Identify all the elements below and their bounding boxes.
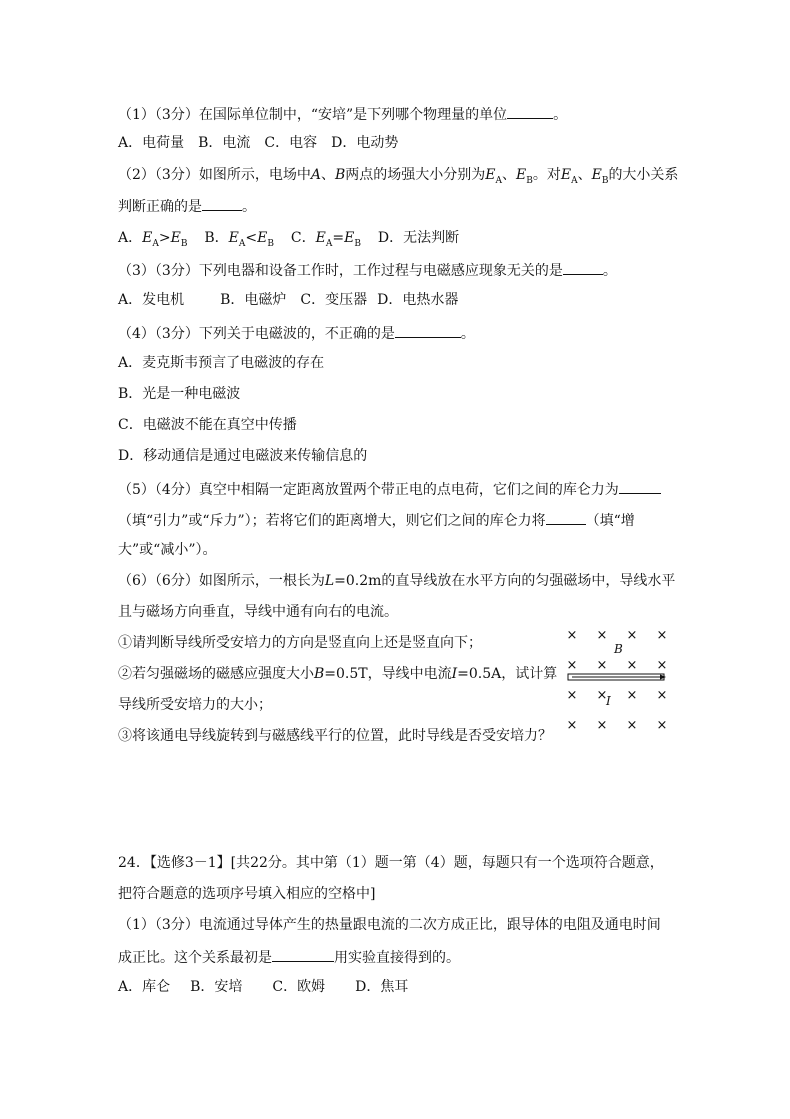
- q24-header-line2: 把符合题意的选项序号填入相应的空格中]: [118, 886, 376, 902]
- q3-answer-blank: [563, 260, 603, 275]
- q6-sub2-c: =0.5A，试计算: [457, 666, 558, 682]
- q2-opt-a-op: >: [158, 230, 171, 246]
- field-cross: ×: [566, 718, 578, 733]
- q5-stem: （5）（4分）真空中相隔一定距离放置两个带正电的点电荷，它们之间的库仑力为: [118, 482, 619, 498]
- field-cross: ×: [596, 628, 608, 643]
- q3-option-b: B．电磁炉: [220, 292, 287, 308]
- q1-options: [118, 134, 398, 152]
- q4-answer-blank: [395, 323, 461, 338]
- q2-ea-sub: A: [495, 175, 502, 186]
- field-cross: ×: [566, 628, 578, 643]
- q4-stem-line: [118, 323, 475, 343]
- q1-end: 。: [553, 107, 568, 123]
- q4-stem: （4）（3分）下列关于电磁波的，不正确的是: [118, 326, 395, 342]
- q2-var-b: B: [334, 167, 346, 183]
- q24-1-option-b: B．安培: [190, 979, 243, 995]
- q24-header: 24．【选修3－1】[共22分。其中第（1）题一第（4）题，每题只有一个选项符合题意，: [118, 855, 664, 871]
- magnetic-field-figure: [560, 622, 680, 742]
- q5-line2-b: （填“增: [585, 513, 635, 529]
- q2-opt-c-op: =: [332, 230, 345, 246]
- field-cross: ×: [596, 658, 608, 673]
- q3-end: 。: [602, 263, 617, 279]
- q2-stem-line2: [118, 196, 256, 216]
- q2-opt-b-e2: E: [257, 230, 268, 246]
- q2-opt-a-e1: E: [142, 230, 153, 246]
- q3-options: [118, 291, 458, 309]
- field-cross: ×: [566, 688, 578, 703]
- field-cross: ×: [566, 658, 578, 673]
- q1-stem: （1）（3分）在国际单位制中，“安培”是下列哪个物理量的单位: [118, 107, 508, 123]
- field-cross: ×: [626, 688, 638, 703]
- q2-option-b: B．: [204, 230, 229, 246]
- q4-option-c: C．电磁波不能在真空中传播: [118, 417, 297, 433]
- field-cross: ×: [626, 658, 638, 673]
- q1-stem-line: [118, 104, 567, 124]
- q6-sub2-line2: 导线所受安培力的大小；: [118, 697, 272, 713]
- q4-option-a: A．麦克斯韦预言了电磁波的存在: [118, 355, 325, 371]
- q2-end: 。: [242, 199, 256, 215]
- q6-sub2-a: ②若匀强磁场的磁感应强度大小: [118, 666, 314, 682]
- q3-option-c: C．变压器: [300, 292, 368, 308]
- q1-option-d: D．电动势: [331, 135, 399, 151]
- q6-sub1: ①请判断导线所受安培力的方向是竖直向上还是竖直向下；: [118, 635, 482, 651]
- q2-opt-a-e2: E: [170, 230, 181, 246]
- q6-stem-line: [118, 572, 675, 590]
- q6-sub3: ③将该通电导线旋转到与磁感线平行的位置，此时导线是否受安培力？: [118, 728, 552, 744]
- q2-stem-line: （2）（3分）如图所示，电场中A、B两点的场强大小分别为$E_A$、$E_B$。对$E_A$、$E_B$的大小关系: [118, 167, 679, 186]
- q2-option-d: D．无法判断: [377, 230, 460, 246]
- q2-opt-b-op: <: [245, 230, 258, 246]
- q24-1-option-d: D．焦耳: [355, 979, 409, 995]
- q5-stem-line: [118, 479, 661, 499]
- q5-stem-line3: 大”或“减小”）。: [118, 542, 217, 558]
- q24-1-option-a: A．库仑: [118, 979, 171, 995]
- field-cross: ×: [656, 658, 668, 673]
- field-label-b: B: [614, 642, 623, 656]
- q2-opt-a-sub1: A: [152, 238, 159, 249]
- q6-var-l: L: [324, 573, 335, 589]
- q2-opt-c-sub1: A: [325, 238, 333, 249]
- q5-answer-blank-2: [546, 510, 586, 525]
- q6-stem-a: （6）（6分）如图所示，一根长为: [118, 573, 325, 589]
- q6-stem-b: =0.2m的直导线放在水平方向的匀强磁场中，导线水平: [334, 573, 676, 589]
- q2-eb2: E: [591, 167, 602, 183]
- q2-opt-c-sub2: B: [354, 238, 361, 249]
- field-cross: ×: [656, 688, 668, 703]
- current-label-i: I: [606, 694, 611, 708]
- q24-1-line2: 成正比。这个关系最初是: [118, 950, 272, 966]
- q5-answer-blank-1: [619, 479, 661, 494]
- q2-opt-b-sub1: A: [238, 238, 246, 249]
- q1-option-a: A．电荷量: [118, 135, 185, 151]
- q2-opt-b-e1: E: [228, 230, 239, 246]
- current-arrow-head: [660, 675, 666, 680]
- q1-answer-blank: [507, 104, 553, 119]
- q2-var-a: A: [310, 167, 321, 183]
- q6-stem-line2: 且与磁场方向垂直，导线中通有向右的电流。: [118, 604, 398, 620]
- q2-opt-c-e1: E: [315, 230, 326, 246]
- q3-option-a: A．发电机: [118, 292, 185, 308]
- q4-end: 。: [460, 326, 475, 342]
- q3-stem-line: [118, 260, 617, 280]
- q2-stem-b: 两点的场强大小分别为: [345, 167, 486, 183]
- q24-1-options: [118, 978, 408, 996]
- q2-opt-c-e2: E: [344, 230, 355, 246]
- q5-line2-a: （填“引力”或“斥力”）；若将它们的距离增大，则它们之间的库仑力将: [118, 513, 546, 529]
- q2-eb2-sub: B: [601, 175, 609, 186]
- q4-option-b: B．光是一种电磁波: [118, 386, 241, 402]
- q24-1-stem-line2: [118, 947, 460, 967]
- q6-var-b: B: [314, 666, 325, 682]
- q2-eb-sub: B: [526, 175, 533, 186]
- field-cross: ×: [626, 718, 638, 733]
- q2-option-c: C．: [290, 230, 316, 246]
- q2-stem-d: 的大小关系: [608, 167, 679, 183]
- q2-options: [118, 229, 459, 253]
- q4-option-d: D．移动通信是通过电磁波来传输信息的: [118, 448, 368, 464]
- q2-ea2-sub: A: [571, 175, 578, 186]
- field-cross: ×: [596, 688, 608, 703]
- q6-sub2-b: =0.5T，导线中电流: [324, 666, 452, 682]
- field-cross: ×: [656, 718, 668, 733]
- q24-1-answer-blank: [272, 947, 334, 962]
- q24-1-option-c: C．欧姆: [272, 979, 326, 995]
- q2-eb: E: [515, 167, 527, 183]
- q2-ea: E: [485, 167, 496, 183]
- q24-1-line2-end: 用实验直接得到的。: [334, 950, 460, 966]
- q1-option-b: B．电流: [198, 135, 251, 151]
- q2-opt-b-sub2: B: [267, 238, 274, 249]
- q2-stem-a: （2）（3分）如图所示，电场中: [118, 167, 311, 183]
- q2-ea2: E: [560, 167, 572, 183]
- q24-1-stem: （1）（3分）电流通过导体产生的热量跟电流的二次方成正比，跟导体的电阻及通电时间: [118, 917, 661, 933]
- q6-var-i: I: [451, 666, 458, 682]
- q2-answer-blank: [202, 196, 242, 211]
- q6-sub2: [118, 665, 557, 683]
- q2-line2: 判断正确的是: [118, 199, 202, 215]
- field-cross: ×: [626, 628, 638, 643]
- q3-stem: （3）（3分）下列电器和设备工作时，工作过程与电磁感应现象无关的是: [118, 263, 563, 279]
- field-cross: ×: [656, 628, 668, 643]
- q2-sep: 、: [320, 167, 335, 183]
- q3-option-d: D．电热水器: [377, 292, 459, 308]
- q1-option-c: C．电容: [264, 135, 318, 151]
- q2-stem-c: 。对: [532, 167, 561, 183]
- q2-opt-a-sub2: B: [180, 238, 188, 249]
- q2-option-a: A．: [118, 230, 143, 246]
- q5-stem-line2: [118, 510, 635, 530]
- field-cross: ×: [596, 718, 608, 733]
